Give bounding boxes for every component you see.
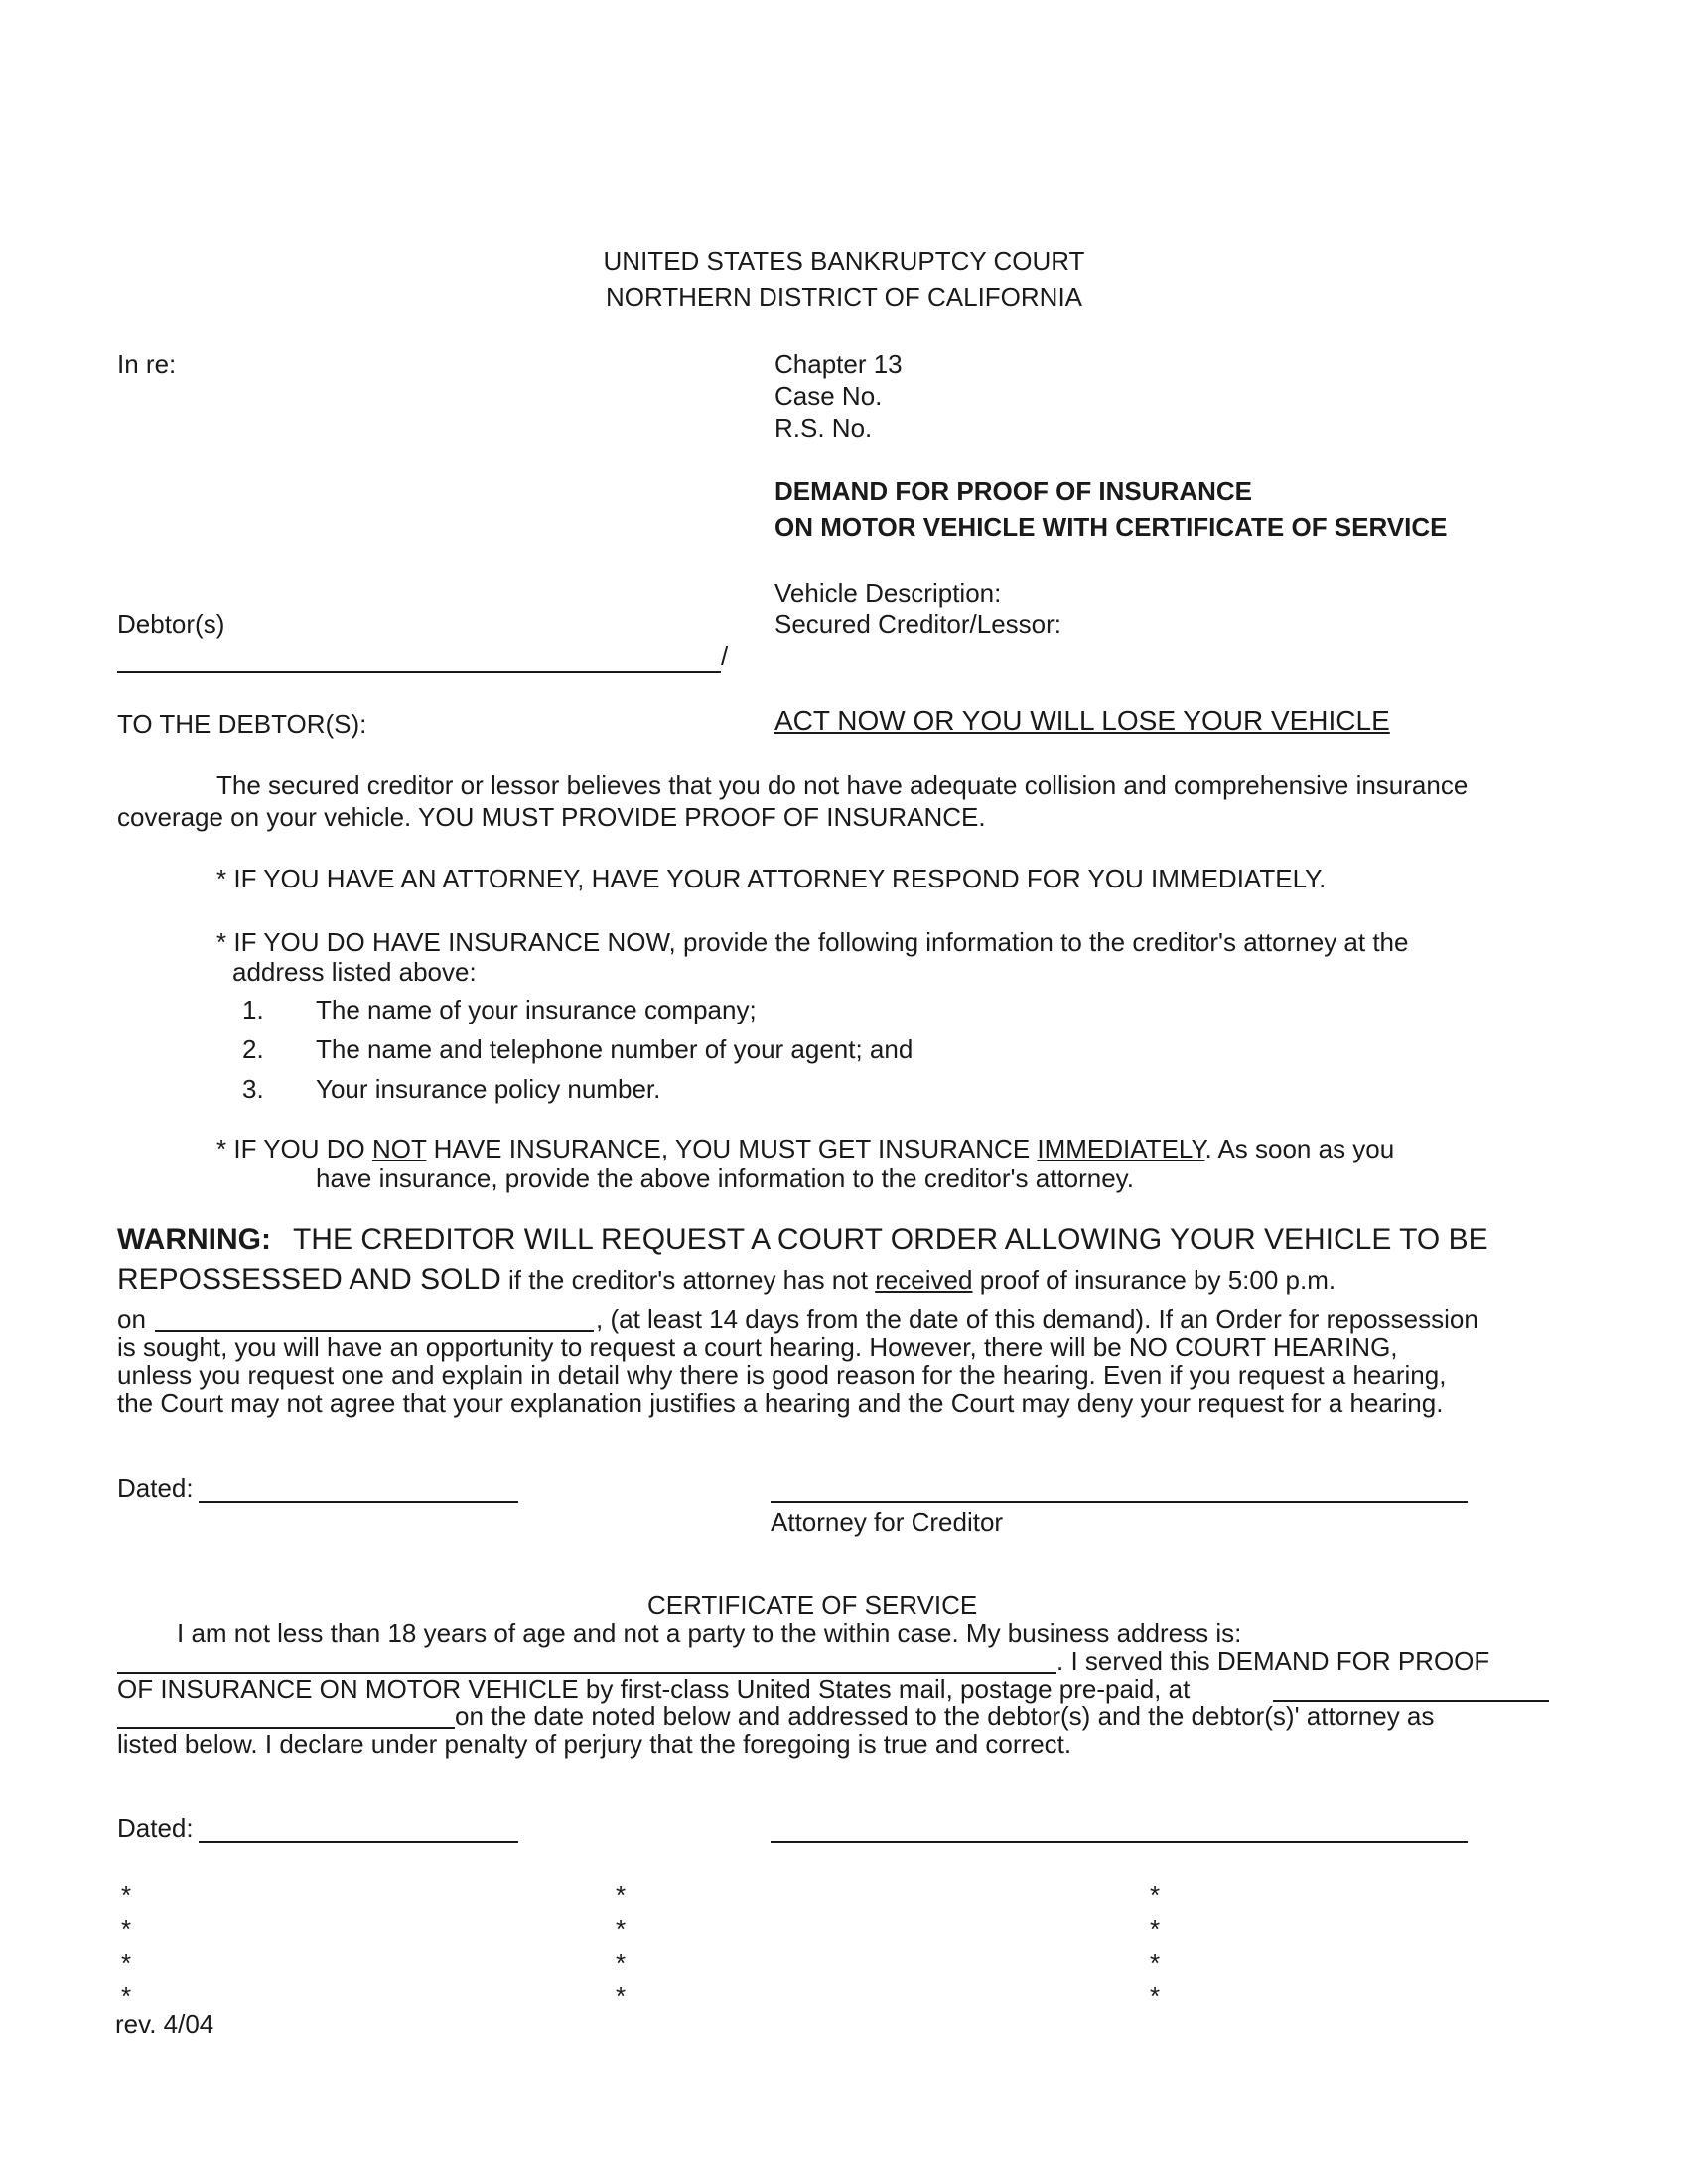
debtors-label: Debtor(s)	[117, 610, 225, 639]
warning-on-label: on	[117, 1304, 146, 1334]
certificate-title: CERTIFICATE OF SERVICE	[647, 1590, 978, 1620]
received-emphasis: received	[875, 1265, 973, 1295]
not-emphasis: NOT	[372, 1134, 427, 1163]
list-item-number: 3.	[242, 1074, 264, 1104]
document-title-line1: DEMAND FOR PROOF OF INSURANCE	[774, 477, 1252, 506]
certificate-line2: . I served this DEMAND FOR PROOF	[1056, 1646, 1490, 1676]
bullet-no-insurance-line1	[216, 1134, 1394, 1163]
act-now-heading: ACT NOW OR YOU WILL LOSE YOUR VEHICLE	[774, 705, 1390, 736]
certificate-line5: listed below. I declare under penalty of perjury that the foregoing is true and correct.	[117, 1729, 1072, 1759]
warning-line4: is sought, you will have an opportunity to request a court hearing. However, there will be NO COURT HEARING,	[117, 1332, 1398, 1362]
warning-line2-part: if the creditor's attorney has not	[500, 1265, 876, 1295]
list-item-number: 2.	[242, 1034, 264, 1064]
list-item-text: The name and telephone number of your agent; and	[316, 1034, 914, 1064]
revision-note: rev. 4/04	[115, 2009, 214, 2039]
service-list-asterisk: *	[1150, 1880, 1161, 1910]
list-item-number: 1.	[242, 995, 264, 1024]
court-district: NORTHERN DISTRICT OF CALIFORNIA	[605, 282, 1083, 312]
intro-paragraph-line1: The secured creditor or lessor believes that you do not have adequate collision and comprehensive insurance	[216, 770, 1469, 800]
service-list-asterisk: *	[616, 1914, 627, 1944]
to-debtors-heading: TO THE DEBTOR(S):	[117, 709, 367, 739]
certificate-dated-label: Dated:	[117, 1813, 194, 1843]
court-name: UNITED STATES BANKRUPTCY COURT	[603, 246, 1085, 276]
bullet-have-insurance-line1: * IF YOU DO HAVE INSURANCE NOW, provide the following information to the creditor's attorney at the	[216, 927, 1409, 957]
declarant-signature-line[interactable]	[771, 1841, 1468, 1843]
bullet-attorney: * IF YOU HAVE AN ATTORNEY, HAVE YOUR ATTORNEY RESPOND FOR YOU IMMEDIATELY.	[216, 864, 1327, 893]
warning-line1	[117, 1223, 1488, 1257]
warning-line6: the Court may not agree that your explanation justifies a hearing and the Court may deny your request for a hearing.	[117, 1388, 1444, 1418]
dated-label: Dated:	[117, 1473, 194, 1503]
service-list-asterisk: *	[121, 1880, 132, 1910]
caption-slash: /	[721, 641, 729, 671]
vehicle-description-label: Vehicle Description:	[774, 578, 1002, 608]
attorney-signature-line[interactable]	[771, 1501, 1468, 1503]
attorney-for-creditor-label: Attorney for Creditor	[771, 1507, 1004, 1537]
secured-creditor-label: Secured Creditor/Lessor:	[774, 610, 1062, 639]
service-list-asterisk: *	[1150, 1914, 1161, 1944]
certificate-line1: I am not less than 18 years of age and not a party to the within case. My business address is:	[177, 1618, 1242, 1648]
repossessed-emphasis: REPOSSESSED AND SOLD	[117, 1263, 501, 1296]
service-list-asterisk: *	[121, 1948, 132, 1978]
bullet-no-insurance-part: . As soon as you	[1204, 1134, 1395, 1163]
bullet-no-insurance-line2: have insurance, provide the above information to the creditor's attorney.	[316, 1163, 1134, 1193]
immediately-emphasis: IMMEDIATELY	[1037, 1134, 1205, 1163]
warning-text: THE CREDITOR WILL REQUEST A COURT ORDER ALLOWING YOUR VEHICLE TO BE	[292, 1223, 1488, 1256]
service-list-asterisk: *	[616, 1981, 627, 2011]
in-re-label: In re:	[117, 349, 177, 379]
document-title-line2: ON MOTOR VEHICLE WITH CERTIFICATE OF SERVICE	[774, 512, 1448, 542]
debtor-name-line[interactable]	[117, 671, 721, 673]
case-number-label: Case No.	[774, 381, 883, 411]
certificate-dated-line[interactable]	[199, 1841, 518, 1843]
certificate-line3: OF INSURANCE ON MOTOR VEHICLE by first-class United States mail, postage pre-paid, at	[117, 1674, 1191, 1704]
list-item-text: The name of your insurance company;	[316, 995, 757, 1024]
dated-line[interactable]	[199, 1501, 518, 1503]
warning-line2-part: proof of insurance by 5:00 p.m.	[972, 1265, 1336, 1295]
service-list-asterisk: *	[121, 1914, 132, 1944]
service-list-asterisk: *	[1150, 1948, 1161, 1978]
list-item-text: Your insurance policy number.	[316, 1074, 661, 1104]
warning-line3: , (at least 14 days from the date of this demand). If an Order for repossession	[596, 1304, 1478, 1334]
warning-line5: unless you request one and explain in detail why there is good reason for the hearing. Even if you request a hearing,	[117, 1360, 1447, 1390]
service-list-asterisk: *	[121, 1981, 132, 2011]
service-list-asterisk: *	[1150, 1981, 1161, 2011]
rs-number-label: R.S. No.	[774, 413, 873, 443]
chapter-label: Chapter 13	[774, 349, 903, 379]
bullet-no-insurance-part: HAVE INSURANCE, YOU MUST GET INSURANCE	[426, 1134, 1038, 1163]
bullet-have-insurance-line2: address listed above:	[232, 957, 477, 987]
warning-line2	[117, 1263, 1336, 1297]
service-list-asterisk: *	[616, 1880, 627, 1910]
warning-label: WARNING:	[117, 1223, 271, 1256]
certificate-line4: on the date noted below and addressed to the debtor(s) and the debtor(s)' attorney as	[455, 1702, 1435, 1731]
bullet-no-insurance-part: * IF YOU DO	[216, 1134, 372, 1163]
service-list-asterisk: *	[616, 1948, 627, 1978]
intro-paragraph-line2: coverage on your vehicle. YOU MUST PROVIDE PROOF OF INSURANCE.	[117, 802, 986, 832]
